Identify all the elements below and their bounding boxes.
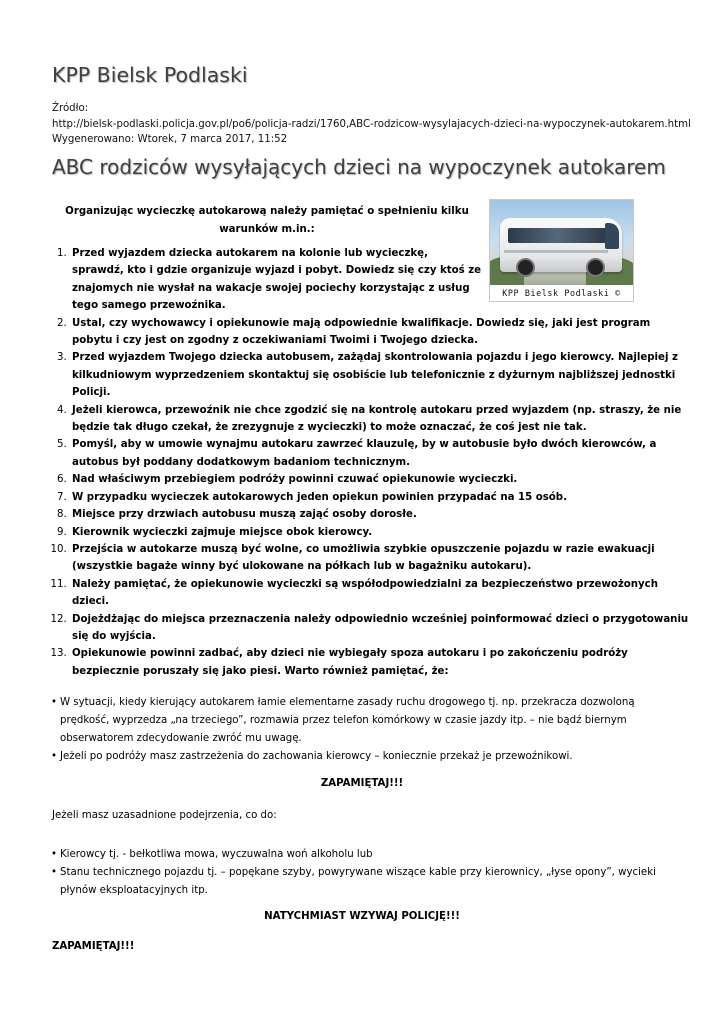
notes-list [52, 694, 682, 766]
list-item: • Stanu technicznego pojazdu tj. – popękane szyby, powyrywane wiszące kable przy kierownicy, „łyse opony”, wycieki płynów eksploatacyjnych itp. [60, 864, 682, 900]
photo-caption: KPP Bielsk Podlaski © [490, 285, 633, 301]
list-item: 9. Kierownik wycieczki zajmuje miejsce obok kierowcy. [70, 524, 690, 541]
list-item: 7. W przypadku wycieczek autokarowych jeden opiekun powinien przypadać na 15 osób. [70, 489, 690, 506]
list-item: 1. Przed wyjazdem dziecka autokarem na kolonie lub wycieczkę, sprawdź, kto i gdzie organizuje wyjazd i pobyt. Dowiedz się czy ktoś ze znajomych nie wysłał na wakacje swojej pociechy korzystając z usług tego samego przewoźnika. [70, 245, 482, 315]
list-item: 13. Opiekunowie powinni zadbać, aby dzieci nie wybiegały spoza autokaru i po zakończeniu podróży bezpiecznie poruszały się jako piesi. Warto również pamiętać, że: [70, 645, 690, 680]
intro-text: Organizując wycieczkę autokarową należy pamiętać o spełnieniu kilku warunków m.in.: [65, 206, 469, 235]
article-title: ABC rodziców wysyłających dzieci na wypoczynek autokarem [52, 155, 666, 179]
signs-list [52, 846, 682, 900]
call-police-heading: NATYCHMIAST WZYWAJ POLICJĘ!!! [264, 911, 460, 922]
remember-heading-2: ZAPAMIĘTAJ!!! [52, 941, 135, 952]
list-item: 11. Należy pamiętać, że opiekunowie wycieczki są współodpowiedzialni za bezpieczeństwo przewożonych dzieci. [70, 576, 690, 611]
source-label: Źródło: [52, 103, 89, 114]
list-item: 8. Miejsce przy drzwiach autobusu muszą zająć osoby dorosłe. [70, 506, 690, 523]
site-title: KPP Bielsk Podlaski [52, 63, 248, 87]
list-item: 12. Dojeżdżając do miejsca przeznaczenia należy odpowiednio wcześniej poinformować dzieci o przygotowaniu się do wyjścia. [70, 611, 690, 646]
list-item: 3. Przed wyjazdem Twojego dziecka autobusem, zażądaj skontrolowania pojazdu i jego kierowcy. Najlepiej z kilkudniowym wyprzedzeniem skontaktuj się osobiście lub telefonicznie z dyżurnym najbliższej jednostki Policji. [70, 349, 690, 401]
list-item: 10. Przejścia w autokarze muszą być wolne, co umożliwia szybkie opuszczenie pojazdu w razie ewakuacji (wszystkie bagaże winny być ulokowane na półkach lub w bagażniku autokaru). [70, 541, 690, 576]
rules-list [52, 245, 690, 680]
remember-heading: ZAPAMIĘTAJ!!! [320, 778, 404, 789]
list-item: 6. Nad właściwym przebiegiem podróży powinni czuwać opiekunowie wycieczki. [70, 471, 690, 488]
source-meta [52, 101, 692, 148]
generated-date: Wygenerowano: Wtorek, 7 marca 2017, 11:52 [52, 134, 288, 145]
source-url[interactable]: http://bielsk-podlaski.policja.gov.pl/po6/policja-radzi/1760,ABC-rodzicow-wysylajacych-dzieci-na-wypoczynek-autokarem.html [52, 118, 691, 130]
list-item: 4. Jeżeli kierowca, przewoźnik nie chce zgodzić się na kontrolę autokaru przed wyjazdem (np. straszy, że nie będzie tak długo czekał, że zrezygnuje z wycieczki) to może oznaczać, że coś jest nie tak. [70, 402, 690, 437]
list-item: • Kierowcy tj. - bełkotliwa mowa, wyczuwalna woń alkoholu lub [60, 846, 682, 864]
bus-windows [508, 228, 606, 243]
suspicion-intro: Jeżeli masz uzasadnione podejrzenia, co do: [52, 810, 277, 821]
list-item: • Jeżeli po podróży masz zastrzeżenia do zachowania kierowcy – koniecznie przekaż je przewoźnikowi. [60, 748, 682, 766]
list-item: 5. Pomyśl, aby w umowie wynajmu autokaru zawrzeć klauzulę, by w autobusie było dwóch kierowców, a autobus był poddany dodatkowym badaniom technicznym. [70, 436, 690, 471]
list-item: • W sytuacji, kiedy kierujący autokarem łamie elementarne zasady ruchu drogowego tj. np. przekracza dozwoloną prędkość, wyprzedza „na trzeciego”, rozmawia przez telefon komórkowy w czasie jazdy itp. – nie bądź biernym obserwatorem zdecydowanie zwróć mu uwagę. [60, 694, 682, 748]
list-item: 2. Ustal, czy wychowawcy i opiekunowie mają odpowiednie kwalifikacje. Dowiedz się, jaki jest program pobytu i czy jest on zgodny z oczekiwaniami Twoimi i Twojego dziecka. [70, 315, 690, 350]
